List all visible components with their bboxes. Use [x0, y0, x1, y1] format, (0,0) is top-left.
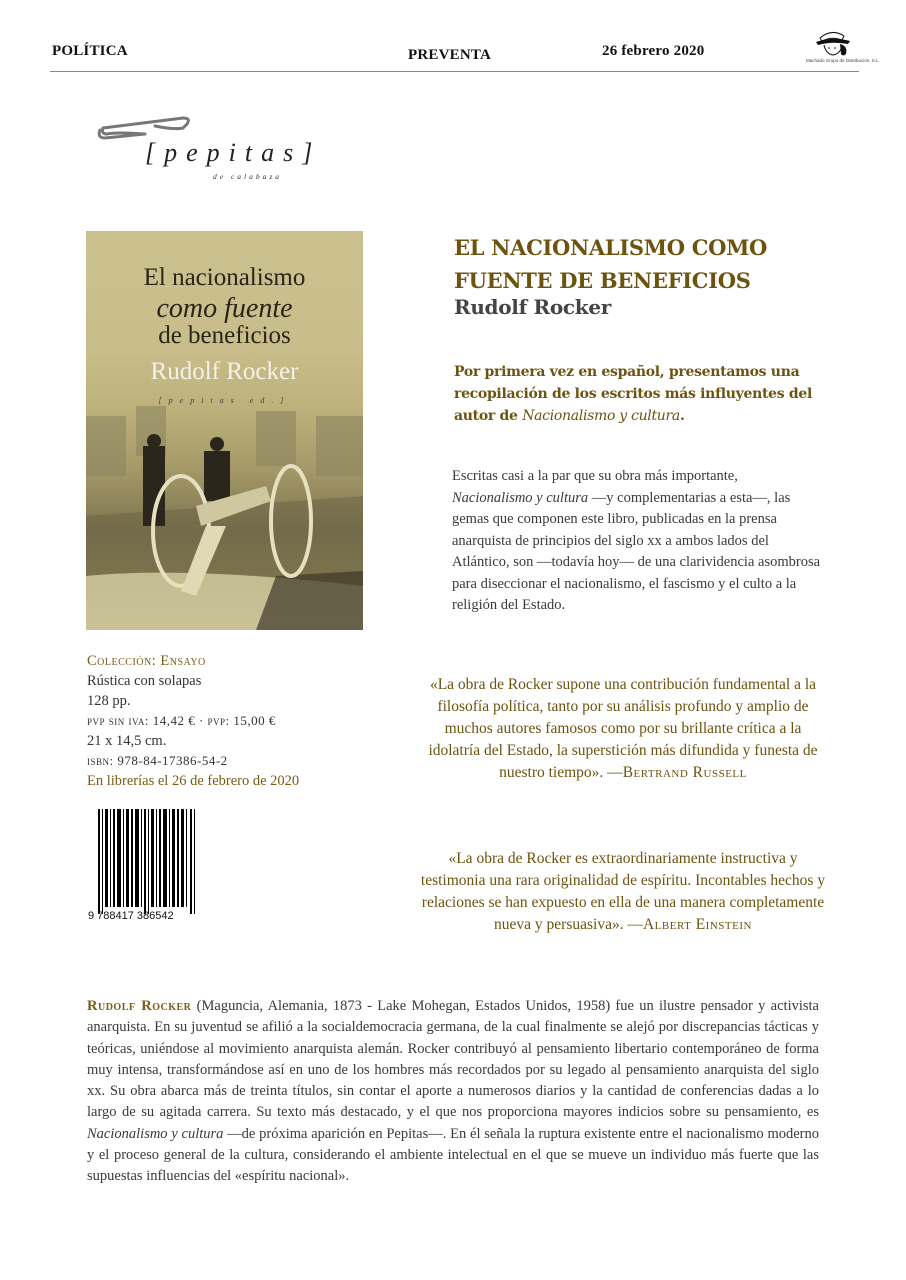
quote-russell: [418, 674, 828, 784]
pages-label: 128 pp.: [87, 693, 131, 709]
quote-text: «La obra de Rocker supone una contribución fundamental a la filosofía política, tanto por su análisis profundo y amplio de muchos autores famosos como por su brillante crítica a la idolatría del Estado, la superstición más difundida y funesta de nuestro tiempo». —: [428, 676, 818, 781]
lead-text: Por primera vez en español, presentamos una recopilación de los escritos más influyentes del autor de: [454, 364, 813, 424]
category-label: POLÍTICA: [52, 43, 128, 59]
cover-author: Rudolf Rocker: [150, 358, 299, 385]
distributor-caption: Machado Grupo de Distribución, S.L.: [806, 58, 880, 63]
binding-label: Rústica con solapas: [87, 673, 202, 689]
isbn-label: isbn: 978-84-17386-54-2: [87, 753, 228, 768]
barcode-icon: [96, 809, 196, 914]
bio-text-end: —de próxima aparición en Pepitas—. En él señala la ruptura existente entre el nacionalismo moderno y el proceso general de la cultura, considerando el ambiente intelectual en el que se mueve un individuo más fuerte que las supuestas influencias del «espíritu nacional».: [87, 1125, 819, 1185]
book-title-line-1: EL NACIONALISMO COMO: [454, 235, 768, 260]
lead-italic-title: Nacionalismo y cultura: [522, 408, 680, 424]
quote-author: Albert Einstein: [642, 916, 752, 933]
book-cover-image: [86, 231, 363, 630]
presale-label: PREVENTA: [408, 47, 491, 63]
desc-text: Escritas casi a la par que su obra más importante,: [452, 468, 738, 484]
book-title: [454, 231, 767, 297]
author-biography: [87, 996, 819, 1188]
collection-label: Colección: Ensayo: [87, 653, 206, 669]
cover-title-line-3: de beneficios: [158, 322, 291, 349]
desc-text-end: —y complementarias a esta—, las gemas que componen este libro, publicadas en la prensa anarquista de principios del siglo xx a ambos lados del Atlántico, son —todavía hoy— de una clarividencia asombrosa para diseccionar el nacionalismo, el fascismo y el culto a la religión del Estado.: [452, 489, 821, 613]
quote-text: «La obra de Rocker es extraordinariamente instructiva y testimonia una rara originalidad de espíritu. Incontables hechos y relaciones se han expuesto en ella de una manera completamente nueva y persuasiva». —: [420, 850, 826, 933]
bio-text: (Maguncia, Alemania, 1873 - Lake Mohegan, Estados Unidos, 1958) fue un ilustre pensador y activista anarquista. En su juventud se afilió a la socialdemocracia germana, de la cual finalmente se alejó por discrepancias tácticas y teóricas, uniéndose al movimiento anarquista alemán. Rocker contribuyó al pensamiento libertario contemporáneo de forma muy intensa, transformándose así en uno de los hombres más recordados por su legado al pensamiento anarquista del siglo xx. Su obra abarca más de treinta títulos, sin contar el aporte a numerosos diarios y la cantidad de conferencias dadas a lo largo de su agitada carrera. Su texto más destacado, y el que nos proporciona mayores indicios sobre su pensamiento, es: [87, 998, 819, 1121]
date-label: 26 febrero 2020: [602, 43, 705, 59]
lead-paragraph: [454, 361, 814, 427]
description-paragraph: [452, 466, 822, 617]
publisher-name: [pepitas]: [145, 138, 322, 167]
quote-author: Bertrand Russell: [622, 764, 747, 781]
book-title-line-2: FUENTE DE BENEFICIOS: [454, 268, 751, 293]
bio-author-name: Rudolf Rocker: [87, 998, 192, 1014]
barcode-digits: 9 788417 386542: [88, 910, 174, 922]
quote-einstein: [418, 848, 828, 936]
cover-title-line-1: El nacionalismo: [143, 264, 306, 291]
book-author: Rudolf Rocker: [454, 295, 612, 319]
cover-title-line-2: como fuente: [156, 293, 293, 324]
book-specs: [87, 651, 299, 791]
publisher-subtitle: de calabaza: [213, 172, 283, 181]
lead-text-end: .: [679, 408, 685, 424]
release-label: En librerías el 26 de febrero de 2020: [87, 773, 300, 789]
price-label: pvp sin iva: 14,42 € · pvp: 15,00 €: [87, 713, 276, 728]
header-divider: [50, 71, 859, 72]
cover-imprint: [pepitas ed.]: [158, 396, 291, 405]
size-label: 21 x 14,5 cm.: [87, 733, 167, 749]
cannon-photo: [86, 406, 363, 630]
desc-italic-title: Nacionalismo y cultura: [452, 489, 589, 506]
bio-italic-title: Nacionalismo y cultura: [87, 1125, 224, 1142]
